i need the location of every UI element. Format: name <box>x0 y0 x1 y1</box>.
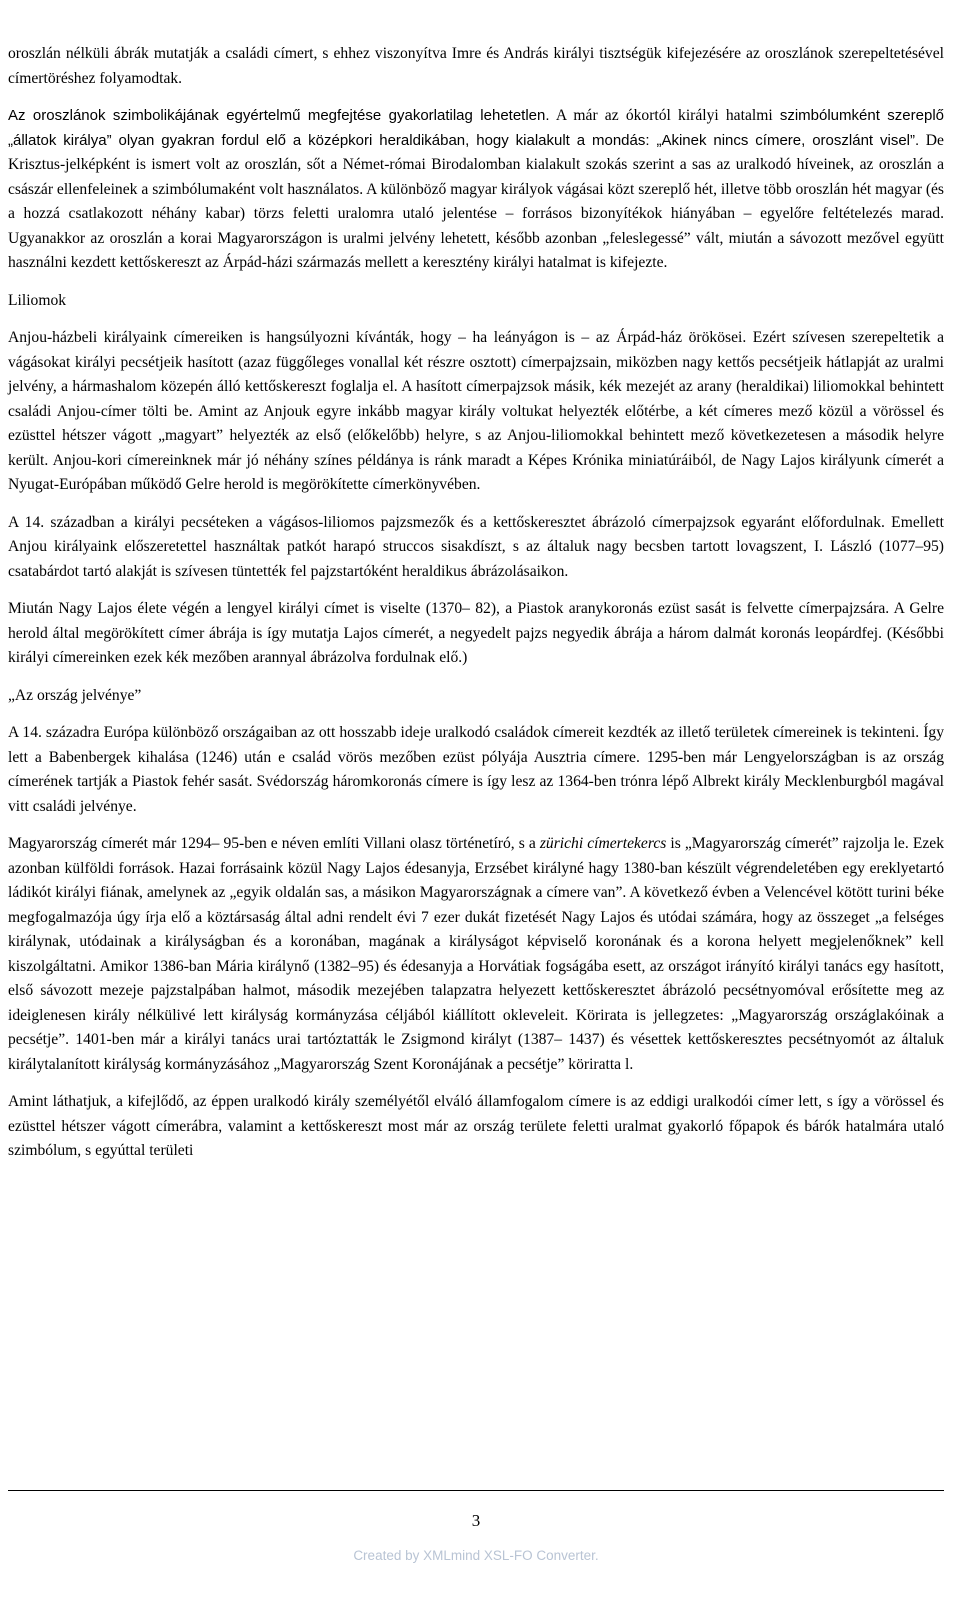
paragraph: Amint láthatjuk, a kifejlődő, az éppen uralkodó király személyétől elváló államfogalom címere is az eddigi uralkodói címer lett, s így a vörössel és ezüsttel hétszer vágott címerábra, valamint a kettőskereszt most már az ország területe feletti uralmat gyakorló főpapok és bárók hatalmára utaló szimbólum, s egyúttal területi <box>8 1093 944 1159</box>
paragraph: A 14. században a királyi pecséteken a vágásos-liliomos pajzsmezők és a kettőskeresztet ábrázoló címerpajzsok egyaránt előfordulnak. Emellett Anjou királyaink előszeretettel használtak patkót harapó struccos sisakdíszt, s az általuk nagy becsben tartott lovagszent, I. László (1077–95) csatabárdot tartó alakját is szívesen tüntették fel pajzstartóként heraldikus ábrázolásaikon. <box>8 513 944 580</box>
credit-suffix: . <box>594 1548 599 1563</box>
page-number: 3 <box>471 1511 481 1530</box>
sans-text-run: szimbólumként szereplő „állatok királya” olyan gyakran fordul elő a középkori heraldikában, hogy kialakult a mondás: „Akinek nincs címere, oroszlánt visel”. <box>8 107 944 149</box>
paragraph <box>8 104 944 276</box>
footer-divider <box>8 1490 944 1491</box>
text-run: A már az ókortól királyi hatalmi <box>555 107 773 124</box>
document-page <box>8 0 944 1601</box>
converter-credit <box>8 1548 944 1563</box>
italic-text-run: zürichi címertekercs <box>539 835 667 852</box>
credit-prefix: Created by <box>353 1548 424 1563</box>
sans-text-run: Az oroszlánok szimbolikájának egyértelmű megfejtése gyakorlatilag lehetetlen. <box>8 107 550 124</box>
section-heading-liliomok: Liliomok <box>8 291 67 309</box>
paragraph: A 14. századra Európa különböző országaiban az ott hosszabb ideje uralkodó családok címereit kezdték az illető területek címereinek is tekinteni. Így lett a Babenbergek kihalása (1246) után e család vörös mezőben ezüst pólyája Ausztria címere. 1295-ben már Lengyelországban is az ország címerének tartják a Piastok fehér sasát. Svédország háromkoronás címere is így lesz az 1364-ben trónra lépő Albrekt király Mecklenburgból magával vitt családi jelvénye. <box>8 724 944 815</box>
converter-name: XMLmind XSL-FO Converter <box>423 1548 595 1563</box>
paragraph: oroszlán nélküli ábrák mutatják a családi címert, s ehhez viszonyítva Imre és András királyi tisztségük kifejezésére az oroszlánok szerepeltetésével címertöréshez folyamodtak. <box>8 45 944 87</box>
text-run: is „Magyarország címerét” rajzolja le. Ezek azonban külföldi források. Hazai forrásaink közül Nagy Lajos édesanyja, Erzsébet királyné hagy 1380-ban készült végrendeletében egy ereklyetartó ládikót királyi fiának, amelynek az „egyik oldalán sas, a másikon Magyarországnak a címere van”. A következő évben a Velencével kötött turini béke megfogalmazója úgy írja elő a köztársaság által adni rendelt évi 7 ezer dukát fizetését Nagy Lajos és utódai számára, hogy az összeget „a felséges királynak, utódainak a királyságban és a koronában, magának a királyságot képviselő koronának és a korona helyett megjelenőknek” kell kiszolgáltatni. Amikor 1386-ban Mária királynő (1382–95) és édesanyja a Horvátiak fogságába esett, az országot irányító királyi tanács egy hasított, első sávozott mezeje pajzstalpában halmot, második mezejében talapzatra helyezett kettőskeresztet ábrázoló pecsétnyomóval erősítette meg az ideiglenesen király nélkülivé lett királyság kormányzása céljából kiállított okleveleit. Körirata is jellegzetes: „Magyarország országlakóinak a pecsétje”. 1401-ben már a királyi tanács urai tartóztatták le Zsigmond királyt (1387– 1437) és vésettek kettőskeresztes pecsétnyomót az általuk királytalanított királyság kormányzásához „Magyarország Szent Koronájának a pecsétje” köriratta l. <box>8 835 944 1073</box>
text-run: De Krisztus-jelképként is ismert volt az oroszlán, sőt a Német-római Birodalomban kialakult szokás szerint a sas az uralkodó híveinek, az oroszlán a császár ellenfeleinek a szimbólumaként volt használatos. A különböző magyar királyok vágásai közt szereplő hét, illetve több oroszlán hét magyar (és a hozzá csatlakozott néhány kabar) törzs feletti uralomra utaló jelentése – forrásos bizonyítékok hiányában – egyelőre feltételezés marad. Ugyanakkor az oroszlán a korai Magyarországon is uralmi jelvény lehetett, később azonban „feleslegessé” vált, miután a sávozott mezővel együtt használni kezdett kettőskereszt az Árpád-házi származás mellett a keresztény királyi hatalmat is kifejezte. <box>8 131 944 271</box>
document-body <box>8 42 944 1177</box>
paragraph <box>8 832 944 1077</box>
text-run: Magyarország címerét már 1294– 95-ben e néven említi Villani olasz történetíró, s a <box>8 835 540 852</box>
paragraph: Anjou-házbeli királyaink címereiken is hangsúlyozni kívánták, hogy – ha leányágon is – az Árpád-ház örökösei. Ezért szívesen szerepeltetik a vágásokat királyi pecsétjeik hasított (azaz függőleges vonallal két részre osztott) címerpajzsain, miközben nagy kettős pecsétjeik hátlapját az uralmi jelvény, a hármashalom közepén álló kettőskereszt foglalja el. A hasított címerpajzsok másik, kék mezejét az arany (heraldikai) liliomokkal behintett családi Anjou-címer tölti be. Amint az Anjouk egyre inkább magyar király voltukat helyezték előtérbe, a két címeres mező közül a vörössel és ezüsttel hétszer vágott „magyart” helyezték az első (előkelőbb) helyre, s az Anjou-liliomokkal behintett mező következetesen a második helyre került. Anjou-kori címereinknek már jó néhány színes példánya is ránk maradt a Képes Krónika miniatúráiból, de Nagy Lajos királyunk címerét a Nyugat-Európában működő Gelre herold is megörökítette címerkönyvében. <box>8 329 944 493</box>
section-heading-orszag-jelvenye: „Az ország jelvénye” <box>8 686 142 704</box>
paragraph: Miután Nagy Lajos élete végén a lengyel királyi címet is viselte (1370– 82), a Piastok aranykoronás ezüst sasát is felvette címerpajzsára. A Gelre herold által megörökített címer ábrája is így mutatja Lajos címerét, a negyedelt pajzs negyedik ábrája a három dalmát koronás leopárdfej. (Későbbi királyi címereinken ezek kék mezőben arannyal ábrázolva fordulnak elő.) <box>8 600 944 666</box>
